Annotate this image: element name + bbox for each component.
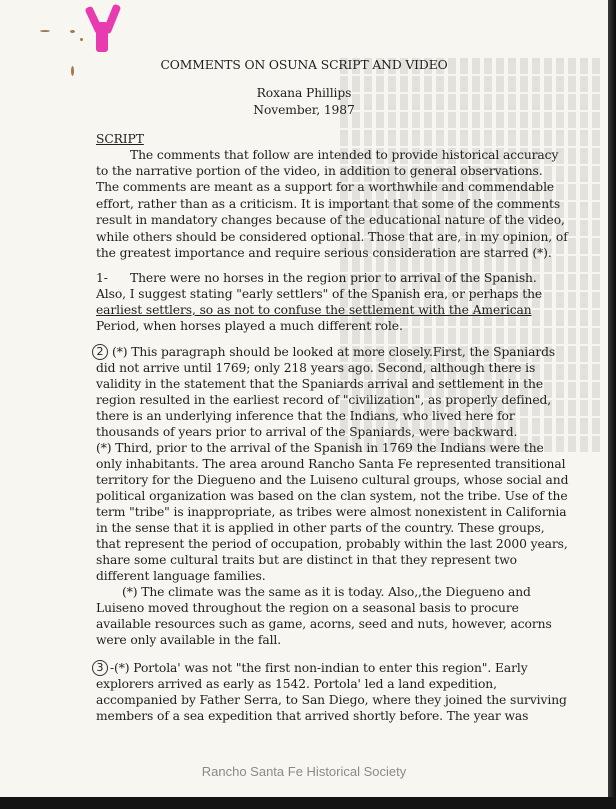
item2-line: thousands of years prior to arrival of the Spaniards, were backward. <box>96 425 518 439</box>
intro-line: result in mandatory changes because of the educational nature of the video, <box>96 213 565 227</box>
intro-line: to the narrative portion of the video, in addition to general observations. <box>96 164 543 178</box>
item2-line: available resources such as game, acorns, seed and nuts, however, acorns <box>96 617 552 631</box>
document-date: November, 1987 <box>253 103 355 117</box>
item2-line: that represent the period of occupation, probably within the last 2000 years, <box>96 537 568 551</box>
item2-line: term "tribe" is inappropriate, as tribes were almost nonexistent in California <box>96 505 567 519</box>
item2-line: region resulted in the earliest record of "civilization", as properly defined, <box>96 393 552 407</box>
item2-line: did not arrive until 1769; only 218 years ago. Second, although there is <box>96 361 536 375</box>
item3-line: members of a sea expedition that arrived shortly before. The year was <box>96 709 529 723</box>
paperclip-icon <box>86 2 124 52</box>
section-heading: SCRIPT <box>96 132 144 146</box>
item3-line: accompanied by Father Serra, to San Diego, where they joined the surviving <box>96 693 567 707</box>
item2-line: there is an underlying inference that the Indians, who lived here for <box>96 409 515 423</box>
intro-line: The comments are meant as a support for a worthwhile and commendable <box>96 180 555 194</box>
item-number: 1- <box>96 271 108 285</box>
item2-line: territory for the Diegueno and the Luiseno cultural groups, whose social and <box>96 473 569 487</box>
item3-number-circle <box>92 660 110 676</box>
rust-stain <box>40 30 50 32</box>
rust-stain <box>80 38 83 41</box>
item2-line: only inhabitants. The area around Rancho Santa Fe represented transitional <box>96 457 566 471</box>
item1-line: Also, I suggest stating "early settlers" of the Spanish era, or perhaps the <box>96 287 543 301</box>
item1-line: There were no horses in the region prior to arrival of the Spanish. <box>130 271 537 285</box>
item1-line: Period, when horses played a much different role. <box>96 319 403 333</box>
item3-line: explorers arrived as early as 1542. Portola' led a land expedition, <box>96 677 497 691</box>
intro-line: effort, rather than as a criticism. It is important that some of the comments <box>96 197 561 211</box>
circled-number: 3 <box>92 660 108 676</box>
intro-line: while others should be considered optional. Those that are, in my opinion, of <box>96 230 568 244</box>
scan-edge-shadow <box>608 0 616 809</box>
item2-line: (*) Third, prior to the arrival of the Spanish in 1769 the Indians were the <box>96 441 544 455</box>
item1-line: earliest settlers, so as not to confuse the settlement with the American <box>96 303 532 317</box>
item2-line: (*) The climate was the same as it is today. Also,,the Diegueno and <box>122 585 531 599</box>
document-title: COMMENTS ON OSUNA SCRIPT AND VIDEO <box>160 58 448 72</box>
intro-line: the greatest importance and require serious consideration are starred (*). <box>96 246 552 260</box>
rust-stain <box>70 30 75 33</box>
item2-line: political organization was based on the clan system, not the tribe. Use of the <box>96 489 568 503</box>
item2-line: share some cultural traits but are distinct in that they represent two <box>96 553 517 567</box>
item2-line: different language families. <box>96 569 266 583</box>
item2-line: Luiseno moved throughout the region on a seasonal basis to procure <box>96 601 519 615</box>
scan-bottom-edge <box>0 797 616 809</box>
author-name: Roxana Phillips <box>256 86 352 100</box>
item2-line: (*) This paragraph should be looked at more closely.First, the Spaniards <box>112 345 556 359</box>
item2-line: validity in the statement that the Spaniards arrival and settlement in the <box>96 377 543 391</box>
item2-line: were only available in the fall. <box>96 633 282 647</box>
watermark-caption: Rancho Santa Fe Historical Society <box>201 764 407 779</box>
item3-line: -(*) Portola' was not "the first non-indian to enter this region". Early <box>110 661 528 675</box>
item2-line: in the sense that it is applied in other parts of the country. These groups, <box>96 521 545 535</box>
circled-number: 2 <box>92 344 108 360</box>
item2-number-circle <box>92 344 110 360</box>
intro-line: The comments that follow are intended to provide historical accuracy <box>130 148 559 162</box>
